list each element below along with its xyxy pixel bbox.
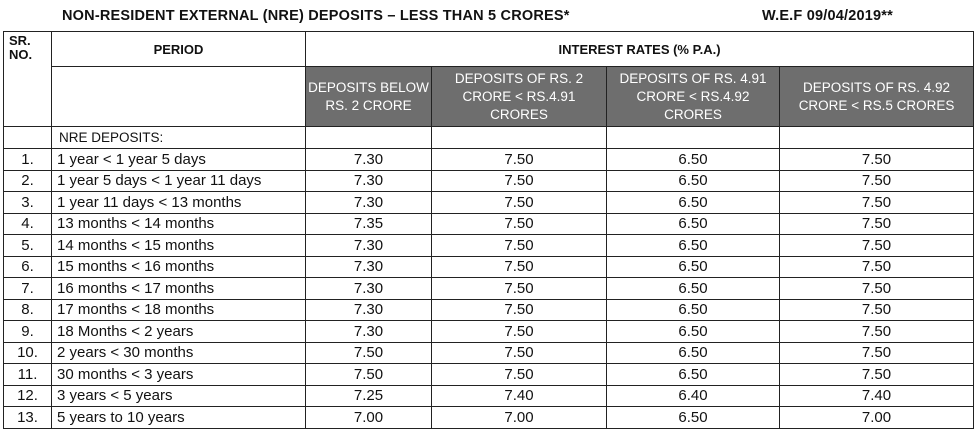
rate-cell: 7.30: [306, 149, 432, 171]
effective-date: W.E.F 09/04/2019**: [762, 8, 893, 24]
rate-cell: 6.50: [607, 170, 780, 192]
period-cell: 30 months < 3 years: [52, 364, 306, 386]
deposit-column-header: DEPOSITS OF RS. 4.91 CRORE < RS.4.92 CRORES: [607, 67, 780, 127]
period-cell: 2 years < 30 months: [52, 342, 306, 364]
deposit-slab-row: [4, 67, 974, 127]
table-row: [4, 299, 974, 321]
rate-cell: 7.30: [306, 256, 432, 278]
period-cell: 3 years < 5 years: [52, 385, 306, 407]
rate-cell: 7.50: [432, 149, 607, 171]
blank-cell: [4, 127, 52, 149]
rate-cell: 7.50: [780, 256, 974, 278]
sr-no-cell: 12.: [4, 385, 52, 407]
rate-cell: 7.50: [780, 192, 974, 214]
sr-no-cell: 4.: [4, 213, 52, 235]
rate-cell: 6.50: [607, 299, 780, 321]
header-row: [4, 32, 974, 67]
section-row: [4, 127, 974, 149]
sr-no-cell: 9.: [4, 321, 52, 343]
rate-cell: 7.50: [432, 192, 607, 214]
deposit-column-header: DEPOSITS OF RS. 2 CRORE < RS.4.91 CRORES: [432, 67, 607, 127]
rate-cell: 6.50: [607, 149, 780, 171]
table-row: [4, 278, 974, 300]
interest-rates-header: INTEREST RATES (% P.A.): [306, 32, 974, 67]
blank-cell: [780, 127, 974, 149]
rate-cell: 7.25: [306, 385, 432, 407]
sr-no-cell: 1.: [4, 149, 52, 171]
rate-cell: 7.40: [432, 385, 607, 407]
rate-cell: 7.30: [306, 278, 432, 300]
rate-cell: 7.50: [432, 256, 607, 278]
nre-rates-table: [3, 31, 974, 429]
rate-cell: 6.50: [607, 342, 780, 364]
rate-cell: 7.50: [780, 235, 974, 257]
rate-cell: 7.00: [432, 407, 607, 429]
sr-no-cell: 6.: [4, 256, 52, 278]
sr-no-header: SR. NO.: [4, 32, 52, 127]
rate-cell: 7.50: [432, 364, 607, 386]
rate-cell: 7.50: [432, 213, 607, 235]
rate-cell: 7.30: [306, 170, 432, 192]
table-row: [4, 235, 974, 257]
rate-cell: 6.50: [607, 213, 780, 235]
sr-no-cell: 10.: [4, 342, 52, 364]
rate-cell: 7.50: [306, 364, 432, 386]
deposit-column-header: DEPOSITS OF RS. 4.92 CRORE < RS.5 CRORES: [780, 67, 974, 127]
sr-no-cell: 7.: [4, 278, 52, 300]
rate-cell: 7.50: [780, 278, 974, 300]
period-cell: 1 year 11 days < 13 months: [52, 192, 306, 214]
sr-no-cell: 5.: [4, 235, 52, 257]
rate-cell: 7.50: [432, 170, 607, 192]
rate-cell: 7.50: [780, 170, 974, 192]
blank-cell: [607, 127, 780, 149]
rate-cell: 6.50: [607, 321, 780, 343]
rate-cell: 7.50: [432, 342, 607, 364]
rate-cell: 7.50: [780, 342, 974, 364]
table-row: [4, 385, 974, 407]
blank-cell: [306, 127, 432, 149]
period-cell: 18 Months < 2 years: [52, 321, 306, 343]
period-cell: 5 years to 10 years: [52, 407, 306, 429]
sr-no-cell: 13.: [4, 407, 52, 429]
rate-cell: 7.50: [780, 364, 974, 386]
period-cell: 1 year < 1 year 5 days: [52, 149, 306, 171]
table-row: [4, 321, 974, 343]
period-cell: 16 months < 17 months: [52, 278, 306, 300]
rate-cell: 7.00: [306, 407, 432, 429]
table-row: [4, 364, 974, 386]
period-cell: 13 months < 14 months: [52, 213, 306, 235]
rate-cell: 7.50: [306, 342, 432, 364]
rate-cell: 6.50: [607, 364, 780, 386]
rate-cell: 7.50: [432, 278, 607, 300]
rate-cell: 7.50: [780, 149, 974, 171]
rate-cell: 7.30: [306, 299, 432, 321]
rate-cell: 7.30: [306, 321, 432, 343]
rate-cell: 7.30: [306, 192, 432, 214]
sr-no-cell: 3.: [4, 192, 52, 214]
blank-cell: [52, 67, 306, 127]
rate-cell: 7.50: [432, 299, 607, 321]
rate-cell: 6.50: [607, 192, 780, 214]
period-cell: 15 months < 16 months: [52, 256, 306, 278]
period-cell: 1 year 5 days < 1 year 11 days: [52, 170, 306, 192]
sr-no-cell: 2.: [4, 170, 52, 192]
rate-cell: 6.50: [607, 235, 780, 257]
sr-no-cell: 11.: [4, 364, 52, 386]
table-row: [4, 149, 974, 171]
rate-cell: 7.50: [780, 321, 974, 343]
rate-cell: 7.00: [780, 407, 974, 429]
rate-cell: 7.50: [432, 235, 607, 257]
rate-cell: 6.40: [607, 385, 780, 407]
section-label: NRE DEPOSITS:: [52, 127, 306, 149]
rate-cell: 7.50: [780, 299, 974, 321]
table-row: [4, 170, 974, 192]
title-bar: [0, 6, 980, 28]
period-header: PERIOD: [52, 32, 306, 67]
table-row: [4, 342, 974, 364]
rate-cell: 7.35: [306, 213, 432, 235]
blank-cell: [432, 127, 607, 149]
table-row: [4, 213, 974, 235]
rate-cell: 7.50: [780, 213, 974, 235]
sr-no-cell: 8.: [4, 299, 52, 321]
deposit-column-header: DEPOSITS BELOW RS. 2 CRORE: [306, 67, 432, 127]
rate-cell: 6.50: [607, 278, 780, 300]
table-row: [4, 192, 974, 214]
rate-cell: 7.30: [306, 235, 432, 257]
page-title: NON-RESIDENT EXTERNAL (NRE) DEPOSITS – LESS THAN 5 CRORES*: [62, 8, 570, 24]
rate-cell: 6.50: [607, 407, 780, 429]
rate-cell: 6.50: [607, 256, 780, 278]
table-row: [4, 407, 974, 429]
table-row: [4, 256, 974, 278]
rate-cell: 7.50: [432, 321, 607, 343]
rate-cell: 7.40: [780, 385, 974, 407]
period-cell: 14 months < 15 months: [52, 235, 306, 257]
period-cell: 17 months < 18 months: [52, 299, 306, 321]
